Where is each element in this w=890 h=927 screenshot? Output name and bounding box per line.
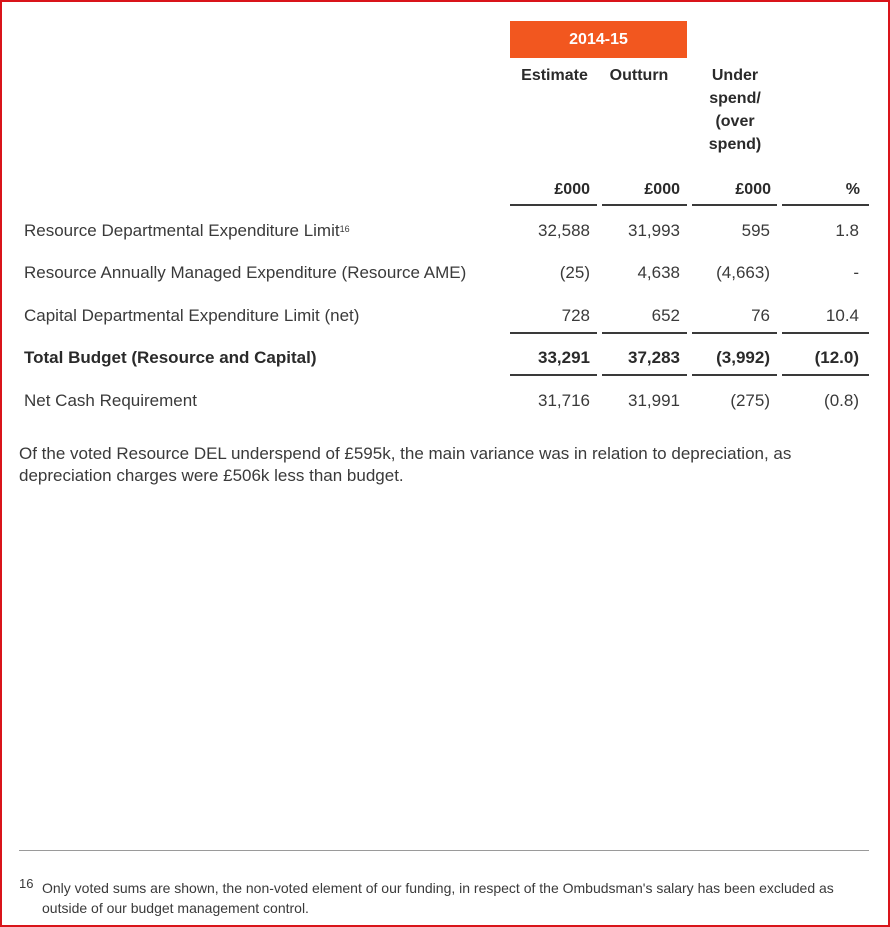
column-header-line: spend) [708, 136, 762, 153]
column-header-line: Outturn [609, 67, 669, 84]
total-rule [782, 374, 869, 376]
cell-percent: 10.4 [825, 306, 859, 325]
header-rule [602, 204, 687, 206]
column-header-under-over-spend [693, 64, 777, 156]
cell-variance: (275) [730, 391, 770, 410]
cell-percent: - [853, 263, 859, 282]
cell-variance: (4,663) [716, 263, 770, 282]
subtotal-rule [510, 332, 597, 334]
column-header-estimate [512, 64, 597, 87]
subtotal-rule [602, 332, 687, 334]
year-header: 2014-15 [510, 21, 687, 58]
cell-estimate: (25) [559, 263, 590, 282]
row-label: Resource Annually Managed Expenditure (Resource AME) [24, 263, 467, 282]
row-label: Capital Departmental Expenditure Limit (net) [24, 306, 360, 325]
total-rule [692, 374, 777, 376]
column-header-line: (over [715, 113, 755, 130]
cell-outturn: 31,991 [628, 391, 680, 410]
column-header-outturn [600, 64, 678, 87]
total-rule [602, 374, 687, 376]
cell-percent: (12.0) [814, 348, 859, 367]
row-label: Net Cash Requirement [24, 391, 197, 410]
cell-percent: (0.8) [824, 391, 859, 410]
cell-variance: 595 [741, 221, 770, 240]
cell-estimate: 728 [561, 306, 590, 325]
cell-outturn: 37,283 [628, 348, 680, 367]
column-header-line: spend/ [709, 90, 761, 107]
header-rule [692, 204, 777, 206]
row-label-text: Resource Departmental Expenditure Limit [24, 221, 340, 240]
cell-outturn: 652 [651, 306, 680, 325]
total-rule [510, 374, 597, 376]
column-header-line: Estimate [521, 67, 588, 84]
unit-variance: £000 [735, 181, 771, 198]
cell-estimate: 31,716 [538, 391, 590, 410]
unit-percent: % [845, 181, 860, 198]
unit-estimate: £000 [554, 181, 590, 198]
body-paragraph: Of the voted Resource DEL underspend of £595k, the main variance was in relation to depreciation, as depreciation charges were £506k less than budget. [19, 444, 792, 485]
header-rule [510, 204, 597, 206]
cell-percent: 1.8 [835, 221, 859, 240]
column-header-line: Under [711, 67, 759, 84]
subtotal-rule [692, 332, 777, 334]
cell-estimate: 33,291 [538, 348, 590, 367]
cell-variance: 76 [751, 306, 770, 325]
cell-outturn: 4,638 [637, 263, 680, 282]
cell-variance: (3,992) [716, 348, 770, 367]
header-rule [782, 204, 869, 206]
footnote-ref: 16 [339, 224, 350, 234]
row-label [24, 220, 350, 242]
footnote-number: 16 [19, 876, 34, 891]
unit-outturn: £000 [644, 181, 680, 198]
cell-estimate: 32,588 [538, 221, 590, 240]
cell-outturn: 31,993 [628, 221, 680, 240]
row-label-total: Total Budget (Resource and Capital) [24, 348, 317, 367]
footnote-rule [19, 850, 869, 851]
footnote-text: Only voted sums are shown, the non-voted element of our funding, in respect of the Ombudsman's salary has been excluded as outside of our budget management control. [42, 880, 834, 916]
subtotal-rule [782, 332, 869, 334]
